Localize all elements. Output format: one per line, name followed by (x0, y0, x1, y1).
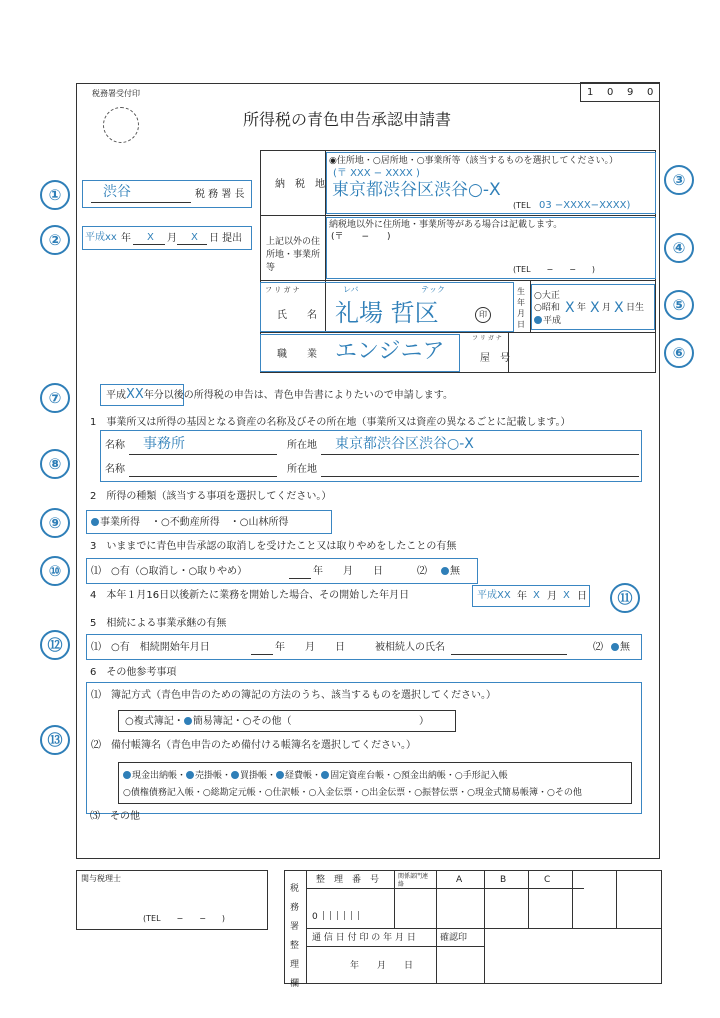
office-name[interactable]: 渋谷 (103, 184, 131, 200)
start-era[interactable]: 平成XX (477, 590, 511, 601)
revocation-date: 年 月 日 (313, 566, 383, 577)
office-use-label: 税務署整理欄 (290, 884, 300, 989)
books-title: ⑵ 備付帳簿名（青色申告のため備付ける帳簿名を選択してください。） (91, 740, 416, 751)
business-name-label-2: 名称 (105, 464, 125, 475)
job-label: 職 業 (277, 349, 317, 360)
item2-title: 2 所得の種類（該当する事項を選択してください。） (90, 491, 332, 502)
name-label: 氏 名 (277, 310, 317, 321)
address-box (326, 152, 656, 214)
item6-title: 6 その他参考事項 (90, 667, 177, 678)
bookkeeping-method[interactable]: ○複式簿記・ 簡易簿記・○その他（ (125, 716, 292, 727)
birth-month-mark: 月 (602, 303, 612, 313)
callout-5: ⑤ (664, 290, 694, 320)
item1-title: 1 事業所又は所得の基因となる資産の名称及びその所在地（事業所又は資産の異なるごとに記載します。） (90, 417, 571, 428)
mgmt-no-label: 整 理 番 号 (316, 875, 380, 885)
furigana-given[interactable]: レバ (343, 285, 359, 294)
start-year-mark: 年 (517, 591, 527, 602)
birth-day-mark: 日生 (626, 303, 645, 313)
comm-date-label: 通 信 日 付 印 の 年 月 日 (312, 933, 416, 943)
start-month[interactable]: X (533, 590, 540, 601)
job-value[interactable]: エンジニア (335, 339, 445, 364)
income-type-others[interactable]: ・○不動産所得 ・○山林所得 (151, 517, 289, 528)
office-box (82, 180, 252, 208)
dept-label: 関係部門連絡 (398, 873, 429, 888)
inheritance-yes[interactable]: ⑴ ○有 相続開始年月日 (91, 642, 210, 653)
heir-name-label: 被相続人の氏名 (375, 642, 445, 653)
address-options[interactable]: ◉住所地・○居所地・○事業所等（該当するものを選択してください。） (329, 156, 619, 166)
date-day-mark: 日 提出 (209, 233, 243, 244)
date-month-mark: 月 (167, 233, 177, 244)
seal-icon: 印 (475, 307, 491, 323)
inheritance-no-label: ⑵ (593, 642, 603, 653)
mgmt-zero: 0 (312, 912, 318, 922)
books-options (118, 762, 632, 804)
callout-2: ② (40, 225, 70, 255)
name-box (260, 282, 514, 332)
start-day[interactable]: X (563, 590, 570, 601)
other-postal[interactable]: (〒 − ) (331, 232, 391, 242)
date-era[interactable]: 平成xx (85, 232, 117, 243)
office-suffix: 税 務 署 長 (195, 189, 245, 200)
revocation-no-label: ⑵ (417, 566, 427, 577)
shop-label: 屋 号 (480, 353, 510, 364)
other-note: 納税地以外に住所地・事業所等がある場合は記載します。 (329, 220, 563, 230)
callout-9: ⑨ (40, 508, 70, 538)
business-location-label: 所在地 (287, 440, 317, 451)
tel-value[interactable]: 03 −XXXX−XXXX) (539, 200, 631, 211)
birth-heisei[interactable]: 平成 (534, 316, 561, 326)
name-value[interactable]: 礼場 哲区 (335, 299, 439, 327)
business-location-label-2: 所在地 (287, 464, 317, 475)
accountant-tel[interactable]: (TEL − − ) (143, 914, 226, 923)
birth-month[interactable]: X (590, 300, 600, 316)
col-b: B (500, 875, 507, 885)
bookkeeping-close: ） (419, 716, 429, 727)
accountant-label: 関与税理士 (81, 874, 121, 883)
birth-box (531, 284, 655, 330)
birth-showa[interactable]: ○昭和 (534, 303, 560, 313)
callout-6: ⑥ (664, 338, 694, 368)
callout-11: ⑪ (610, 583, 640, 613)
address-label: 納 税 地 (275, 179, 325, 190)
books-row-1[interactable]: 現金出納帳・ 売掛帳・ 買掛帳・ 経費帳・ 固定資産台帳・○預金出納帳・○手形記入帳 (123, 771, 508, 781)
revocation-box (86, 558, 478, 584)
item5-title: 5 相続による事業承継の有無 (90, 618, 227, 629)
confirm-label: 確認印 (440, 933, 468, 943)
declaration: 平成XX年分以後の所得税の申告は、青色申告書によりたいので申請します。 (106, 387, 454, 402)
tel-label: (TEL (513, 201, 531, 210)
inheritance-box (86, 634, 642, 660)
start-month-mark: 月 (547, 591, 557, 602)
declaration-year[interactable]: XX (126, 387, 144, 402)
date-box (82, 226, 252, 250)
date-month[interactable]: X (147, 232, 154, 243)
item3-title: 3 いままでに青色申告承認の取消しを受けたこと又は取りやめをしたことの有無 (90, 541, 457, 552)
other-title: ⑶ その他 (90, 811, 140, 822)
comm-date-value: 年 月 日 (350, 961, 414, 971)
furigana-family[interactable]: テック (421, 285, 445, 294)
col-a: A (456, 875, 463, 885)
callout-8: ⑧ (40, 449, 70, 479)
callout-3: ③ (664, 165, 694, 195)
furigana-label: フ リ ガ ナ (265, 286, 300, 294)
other-address-box (326, 217, 656, 279)
income-type-box (86, 510, 332, 534)
birth-year-mark: 年 (577, 303, 587, 313)
callout-7: ⑦ (40, 383, 70, 413)
business-location-box (100, 430, 642, 482)
form-digit: 0 (607, 87, 614, 98)
callout-1: ① (40, 180, 70, 210)
start-date-box (472, 585, 590, 607)
form-digit: 9 (627, 87, 634, 98)
revocation-yes[interactable]: ⑴ ○有（○取消し・○取りやめ） (91, 566, 248, 577)
form-digit: 1 (587, 87, 594, 98)
birth-taisho[interactable]: ○大正 (534, 291, 560, 301)
business-location-value[interactable]: 東京都渋谷区渋谷○-X (335, 436, 474, 452)
job-box (260, 334, 460, 372)
shop-furigana: フ リ ガ ナ (472, 335, 502, 342)
date-day[interactable]: X (191, 232, 198, 243)
start-day-mark: 日 (577, 591, 587, 602)
address-value[interactable]: 東京都渋谷区渋谷○-X (332, 180, 501, 200)
col-c: C (544, 875, 551, 885)
accountant-box (76, 870, 268, 930)
receipt-stamp-label: 税務署受付印 (92, 89, 140, 98)
birth-year[interactable]: X (565, 300, 575, 316)
inheritance-no[interactable]: 無 (611, 643, 630, 653)
callout-13: ⑬ (40, 725, 70, 755)
page-title: 所得税の青色申告承認申請書 (243, 110, 452, 129)
postal-code[interactable]: (〒 XXX − XXXX ) (333, 168, 420, 179)
date-year-mark: 年 (121, 233, 131, 244)
inheritance-date: 年 月 日 (275, 642, 345, 653)
business-name-value[interactable]: 事務所 (143, 436, 185, 452)
birth-label: 生年月日 (517, 287, 525, 329)
item4-title: 4 本年１月16日以後新たに業務を開始した場合、その開始した年月日 (90, 590, 410, 601)
form-digit: 0 (647, 87, 654, 98)
bookkeeping-options (118, 710, 456, 732)
business-name-label: 名称 (105, 440, 125, 451)
books-row-2[interactable]: ○債権債務記入帳・○総勘定元帳・○仕訳帳・○入金伝票・○出金伝票・○振替伝票・○現金式簡易帳簿・○その他 (123, 788, 582, 798)
revocation-no[interactable]: 無 (441, 567, 460, 577)
callout-4: ④ (664, 233, 694, 263)
birth-day[interactable]: X (614, 300, 624, 316)
callout-12: ⑫ (40, 630, 70, 660)
other-tel[interactable]: (TEL − − ) (513, 265, 596, 274)
other-address-label: 上記以外の住所地・事業所等 (266, 237, 321, 273)
callout-10: ⑩ (40, 556, 70, 586)
bookkeeping-title: ⑴ 簿記方式（青色申告のための簿記の方法のうち、該当するものを選択してください。） (91, 690, 496, 701)
income-type-business[interactable]: 事業所得 (91, 518, 140, 528)
